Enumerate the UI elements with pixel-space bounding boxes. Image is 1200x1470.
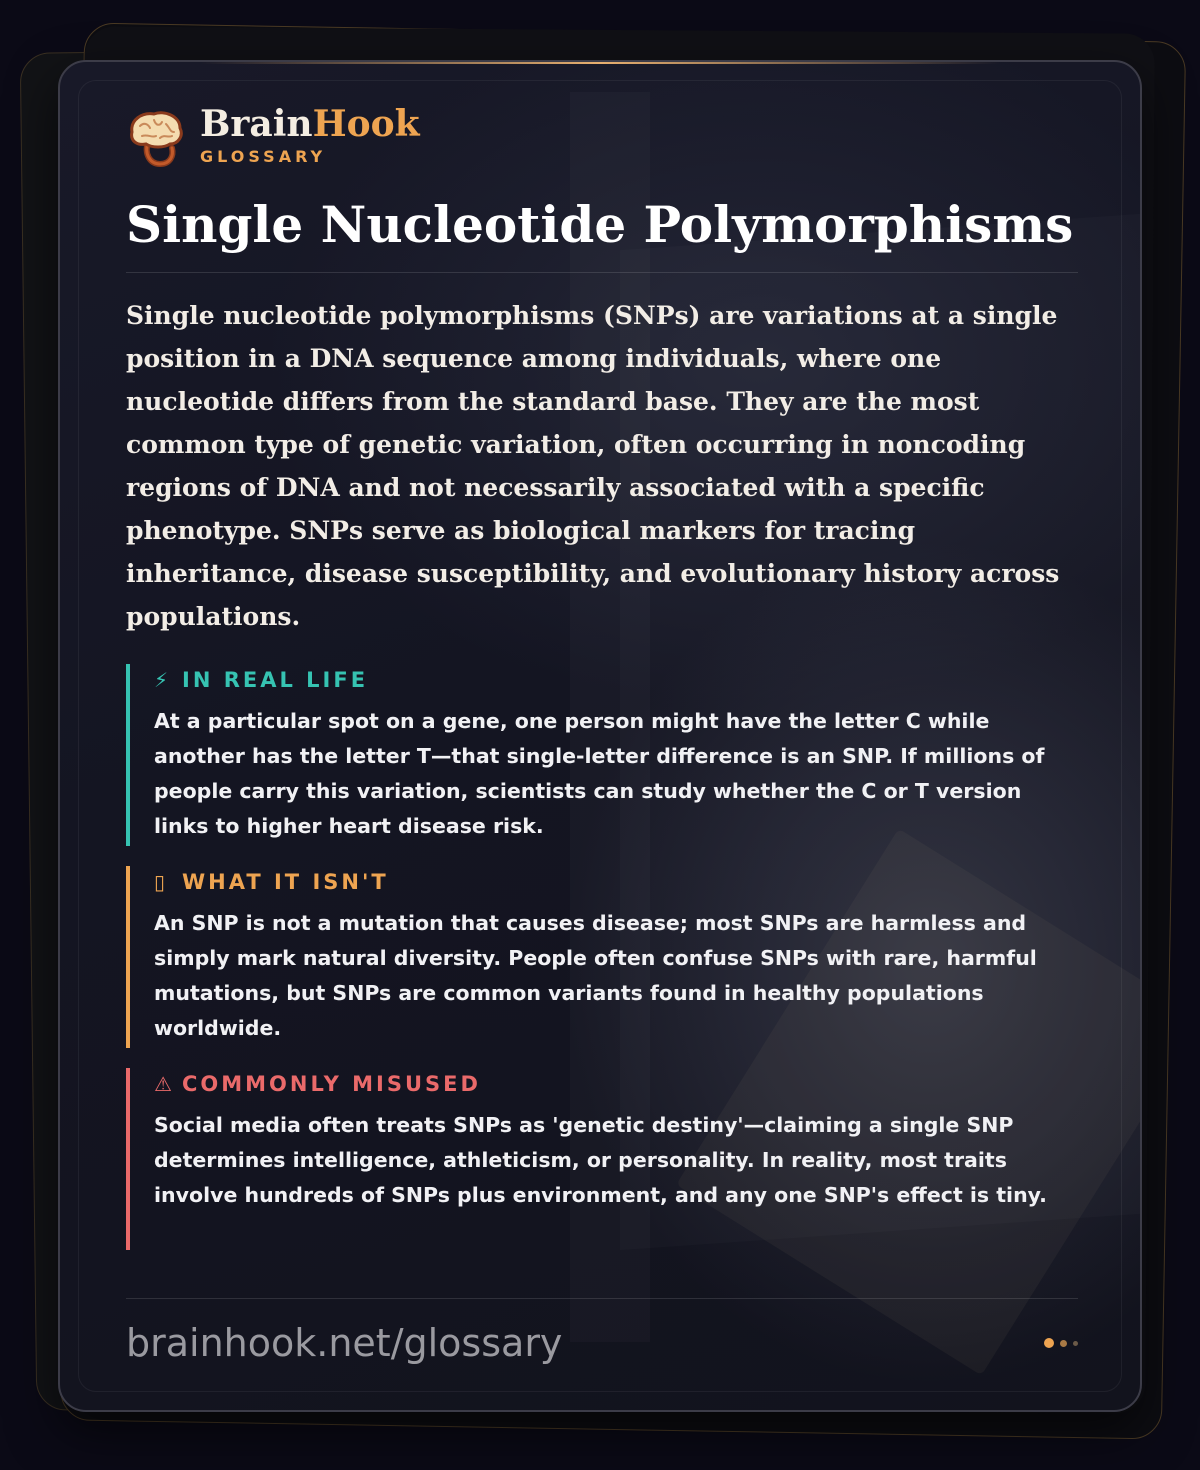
dot-indicator [1044, 1338, 1054, 1348]
section-label: IN REAL LIFE [182, 668, 369, 692]
brand-text [200, 102, 420, 166]
dot-indicator [1060, 1340, 1067, 1347]
section-what-it-isnt [126, 866, 1078, 1048]
brain-hook-icon [126, 108, 186, 168]
term-title: Single Nucleotide Polymorphisms [126, 195, 1074, 254]
section-in-real-life [126, 664, 1078, 846]
warning-icon: ⚠ [154, 1072, 172, 1096]
brand-subtitle: GLOSSARY [200, 146, 327, 166]
section-body: Social media often treats SNPs as 'genetic destiny'—claiming a single SNP determines intelligence, athleticism, or personality. In reality, most traits involve hundreds of SNPs plus environment, and any one SNP's effect is tiny. [154, 1113, 1047, 1207]
brand-logo [126, 102, 420, 168]
pagination-dots [1038, 1338, 1078, 1348]
section-commonly-misused [126, 1068, 1078, 1250]
dot-indicator [1073, 1341, 1078, 1346]
section-body: At a particular spot on a gene, one person might have the letter C while another has the letter T—that single-letter difference is an SNP. If millions of people carry this variation, scientists can study whether the C or T version links to higher heart disease risk. [154, 709, 1045, 838]
footer-url: brainhook.net/glossary [126, 1321, 563, 1365]
brand-name-hook: Hook [312, 102, 420, 145]
section-header [154, 666, 1078, 694]
brand-name-brain: Brain [200, 102, 313, 145]
missing-glyph-icon: ▯ [154, 870, 166, 894]
section-header [154, 868, 1078, 896]
glossary-card [58, 60, 1142, 1412]
section-body: An SNP is not a mutation that causes disease; most SNPs are harmless and simply mark natural diversity. People often confuse SNPs with rare, harmful mutations, but SNPs are common variants found in healthy populations worldwide. [154, 911, 1037, 1040]
lightning-icon: ⚡ [154, 668, 169, 692]
section-header [154, 1070, 1078, 1098]
section-label: COMMONLY MISUSED [182, 1072, 481, 1096]
footer-divider [126, 1298, 1078, 1299]
section-label: WHAT IT ISN'T [182, 870, 389, 894]
title-divider [126, 272, 1078, 273]
brand-name [200, 102, 420, 145]
term-definition: Single nucleotide polymorphisms (SNPs) are variations at a single position in a DNA sequence among individuals, where one nucleotide differs from the standard base. They are the most common type of genetic variation, often occurring in noncoding regions of DNA and not necessarily associated with a specific phenotype. SNPs serve as biological markers for tracing inheritance, disease susceptibility, and evolutionary history across populations. [126, 301, 1060, 631]
